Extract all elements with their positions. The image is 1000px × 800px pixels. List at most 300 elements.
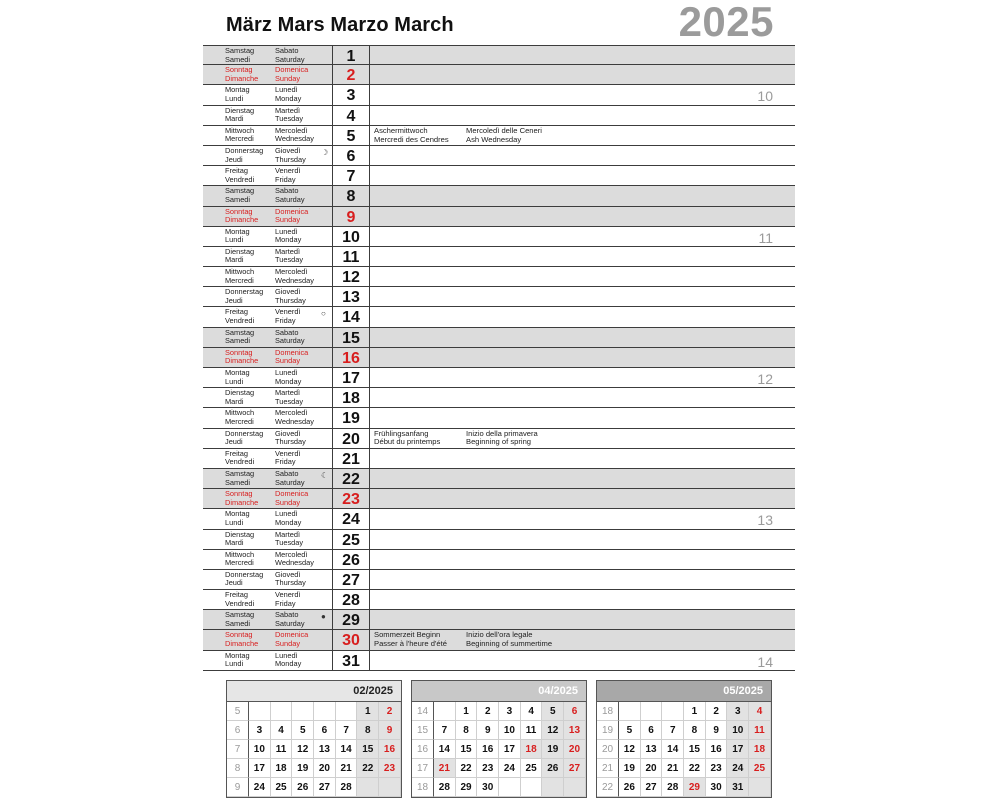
divider (369, 469, 370, 488)
mini-calendar-day: 5 (542, 702, 564, 721)
week-number: 11 (758, 229, 773, 246)
day-name-it: Giovedì (275, 287, 301, 297)
day-name-it-en (275, 631, 308, 648)
mini-calendar-week-number: 17 (412, 759, 434, 778)
day-name-en: Sunday (275, 639, 301, 649)
day-name-it: Sabato (275, 610, 299, 620)
divider (332, 126, 333, 145)
day-name-de-fr (225, 450, 254, 467)
day-name-de-fr (225, 652, 250, 669)
divider (332, 368, 333, 387)
day-name-fr: Dimanche (225, 356, 259, 366)
mini-calendar-day: 20 (641, 759, 663, 778)
mini-calendar-day: 18 (271, 759, 293, 778)
divider (369, 65, 370, 84)
day-number: 14 (342, 309, 360, 327)
mini-calendar-day: 26 (292, 778, 314, 797)
day-row (203, 590, 795, 610)
day-name-de: Samstag (225, 610, 255, 620)
day-name-it-en (275, 268, 314, 285)
mini-calendar-day: 13 (641, 740, 663, 759)
day-name-it-en (275, 167, 300, 184)
mini-calendar-day (641, 702, 663, 721)
mini-calendar-apr (411, 680, 587, 798)
day-row (203, 368, 795, 388)
mini-calendar-day: 31 (727, 778, 749, 797)
day-name-it: Venerdì (275, 590, 301, 600)
day-number: 21 (342, 450, 360, 468)
day-name-de-fr (225, 531, 254, 548)
day-name-en: Friday (275, 598, 296, 608)
mini-calendar-day (271, 702, 293, 721)
day-name-fr: Jeudi (225, 437, 243, 447)
day-number: 24 (342, 511, 360, 529)
day-name-de: Mittwoch (225, 408, 255, 418)
mini-calendar-day: 23 (706, 759, 728, 778)
divider (369, 570, 370, 589)
mini-calendar-day: 6 (641, 721, 663, 740)
day-name-fr: Lundi (225, 659, 244, 669)
day-grid (203, 45, 795, 671)
divider (332, 65, 333, 84)
day-name-de-fr (225, 369, 250, 386)
mini-calendar-week-number: 15 (412, 721, 434, 740)
divider (369, 46, 370, 64)
day-name-de-fr (225, 47, 254, 64)
day-name-de-fr (225, 167, 254, 184)
divider (332, 550, 333, 569)
day-name-it: Domenica (275, 630, 309, 640)
day-number: 31 (342, 652, 360, 670)
mini-calendar-day (564, 778, 586, 797)
divider (369, 328, 370, 347)
event-en: Beginning of spring (466, 437, 532, 447)
day-name-en: Wednesday (275, 275, 314, 285)
mini-calendar-day: 1 (684, 702, 706, 721)
mini-calendar-day: 19 (619, 759, 641, 778)
day-name-fr: Mardi (225, 114, 244, 124)
mini-calendar-day: 21 (434, 759, 456, 778)
day-name-it-en (275, 611, 305, 628)
divider (369, 227, 370, 246)
day-name-de: Montag (225, 509, 250, 519)
day-name-fr: Samedi (225, 336, 251, 346)
day-name-it-en (275, 369, 301, 386)
day-row (203, 489, 795, 509)
day-name-fr: Dimanche (225, 497, 259, 507)
day-name-de: Mittwoch (225, 125, 255, 135)
mini-calendar-day: 28 (336, 778, 358, 797)
day-name-it-en (275, 430, 306, 447)
day-name-fr: Lundi (225, 517, 244, 527)
day-number: 28 (342, 592, 360, 610)
mini-calendar-week-number: 21 (597, 759, 619, 778)
divider (369, 207, 370, 226)
day-name-it-en (275, 127, 314, 144)
day-number: 15 (342, 329, 360, 347)
event-it: Inizio della primavera (466, 428, 538, 438)
mini-calendar-day: 10 (727, 721, 749, 740)
mini-calendar-week-number: 22 (597, 778, 619, 797)
day-name-en: Sunday (275, 73, 301, 83)
day-name-fr: Lundi (225, 93, 244, 103)
mini-calendar-day: 29 (684, 778, 706, 797)
mini-calendar-day: 19 (292, 759, 314, 778)
mini-calendar-day: 11 (521, 721, 543, 740)
day-name-it-en (275, 248, 303, 265)
day-name-de-fr (225, 409, 254, 426)
divider (369, 429, 370, 448)
day-name-de-fr (225, 329, 254, 346)
mini-calendar-day: 16 (379, 740, 401, 759)
mini-calendar-may (596, 680, 772, 798)
day-name-de: Mittwoch (225, 267, 255, 277)
day-name-de-fr (225, 127, 254, 144)
day-number: 25 (342, 531, 360, 549)
day-name-de-fr (225, 591, 254, 608)
divider (369, 489, 370, 508)
month-title: März Mars Marzo March (226, 14, 454, 36)
mini-calendar-day: 10 (249, 740, 271, 759)
day-name-de-fr (225, 551, 254, 568)
day-row (203, 348, 795, 368)
week-number: 12 (757, 371, 773, 387)
divider (332, 590, 333, 609)
mini-calendar-day: 25 (271, 778, 293, 797)
mini-calendar-day: 2 (477, 702, 499, 721)
day-name-de: Sonntag (225, 65, 253, 75)
mini-calendar-grid (227, 702, 401, 797)
divider (369, 509, 370, 528)
day-name-de-fr (225, 228, 250, 245)
mini-calendar-day: 6 (314, 721, 336, 740)
divider (332, 247, 333, 266)
mini-calendar-day: 24 (249, 778, 271, 797)
divider (332, 388, 333, 407)
day-name-en: Sunday (275, 356, 301, 366)
event-de: Aschermittwoch (374, 125, 428, 135)
day-name-de: Sonntag (225, 489, 253, 499)
day-number: 10 (342, 228, 360, 246)
day-row (203, 186, 795, 206)
event-it-en (466, 127, 542, 145)
day-name-it: Martedì (275, 105, 301, 115)
day-name-de: Dienstag (225, 246, 255, 256)
event-en: Beginning of summertime (466, 639, 553, 649)
moon-phase-icon: ☽ (321, 147, 329, 157)
mini-calendar-day: 9 (706, 721, 728, 740)
day-name-de: Sonntag (225, 206, 253, 216)
mini-calendar-day: 29 (456, 778, 478, 797)
day-name-it: Giovedì (275, 145, 301, 155)
mini-calendar-day: 22 (684, 759, 706, 778)
day-name-it-en (275, 409, 314, 426)
day-row (203, 610, 795, 630)
mini-calendar-day (521, 778, 543, 797)
mini-calendar-day: 23 (477, 759, 499, 778)
event-de: Sommerzeit Beginn (374, 630, 441, 640)
day-number: 22 (342, 470, 360, 488)
mini-calendar-day: 15 (684, 740, 706, 759)
mini-calendar-day (357, 778, 379, 797)
divider (369, 408, 370, 427)
day-name-de: Montag (225, 368, 250, 377)
divider (332, 307, 333, 326)
mini-calendar-week-number: 14 (412, 702, 434, 721)
day-name-fr: Dimanche (225, 73, 259, 83)
mini-calendar-day: 26 (542, 759, 564, 778)
day-number: 3 (346, 87, 356, 105)
event-it-en (466, 631, 552, 649)
mini-calendar-feb (226, 680, 402, 798)
day-name-de: Samstag (225, 468, 255, 478)
mini-calendar-day: 2 (379, 702, 401, 721)
mini-calendar-day: 16 (477, 740, 499, 759)
mini-calendar-day (379, 778, 401, 797)
mini-calendar-day: 13 (564, 721, 586, 740)
event-de: Frühlingsanfang (374, 428, 429, 438)
day-name-it: Domenica (275, 65, 309, 75)
day-name-it-en (275, 652, 301, 669)
day-row (203, 429, 795, 449)
day-name-de-fr (225, 308, 254, 325)
mini-calendar-day: 7 (336, 721, 358, 740)
divider (369, 610, 370, 629)
mini-calendar-day: 1 (456, 702, 478, 721)
day-name-it: Sabato (275, 46, 299, 55)
mini-calendar-day: 9 (477, 721, 499, 740)
divider (369, 247, 370, 266)
mini-calendar-week-number: 20 (597, 740, 619, 759)
day-name-de: Donnerstag (225, 145, 264, 155)
day-number: 30 (342, 632, 360, 650)
mini-calendar-day (619, 702, 641, 721)
mini-calendar-day: 2 (706, 702, 728, 721)
day-name-it: Mercoledì (275, 125, 308, 135)
mini-calendar-day: 13 (314, 740, 336, 759)
day-name-it-en (275, 470, 305, 487)
day-number: 2 (346, 67, 356, 85)
day-name-it-en (275, 490, 308, 507)
day-name-it: Mercoledì (275, 408, 308, 418)
day-name-en: Saturday (275, 194, 305, 204)
mini-calendar-day: 30 (706, 778, 728, 797)
mini-calendar-day: 23 (379, 759, 401, 778)
divider (369, 530, 370, 549)
mini-calendar-day: 4 (271, 721, 293, 740)
mini-calendar-day: 17 (499, 740, 521, 759)
day-name-it: Sabato (275, 327, 299, 337)
mini-calendar-week-number: 6 (227, 721, 249, 740)
mini-calendar-day: 15 (456, 740, 478, 759)
mini-calendar-week-number: 9 (227, 778, 249, 797)
mini-calendar-day: 20 (564, 740, 586, 759)
mini-calendar-week-number: 5 (227, 702, 249, 721)
mini-calendar-day: 5 (292, 721, 314, 740)
day-name-fr: Mercredi (225, 134, 254, 144)
event-it-en (466, 430, 538, 448)
divider (332, 85, 333, 104)
mini-calendar-day: 12 (292, 740, 314, 759)
mini-calendar-day: 4 (749, 702, 771, 721)
day-name-de-fr (225, 470, 254, 487)
mini-calendar-week-number: 18 (412, 778, 434, 797)
mini-calendar-day: 14 (336, 740, 358, 759)
mini-calendar-day: 25 (749, 759, 771, 778)
divider (369, 550, 370, 569)
day-name-en: Monday (275, 659, 302, 669)
mini-calendar-day: 22 (456, 759, 478, 778)
day-name-de: Dienstag (225, 388, 255, 398)
day-name-en: Sunday (275, 215, 301, 225)
day-name-fr: Mardi (225, 538, 244, 548)
moon-phase-icon: ○ (321, 309, 326, 319)
mini-calendar-week-number: 19 (597, 721, 619, 740)
mini-calendar-day (662, 702, 684, 721)
mini-calendar-header: 04/2025 (412, 681, 586, 702)
day-name-en: Monday (275, 93, 302, 103)
day-name-en: Thursday (275, 295, 306, 305)
day-name-fr: Vendredi (225, 457, 255, 467)
day-name-fr: Jeudi (225, 154, 243, 164)
day-name-it-en (275, 208, 308, 225)
day-name-it-en (275, 510, 301, 527)
mini-calendar-day: 27 (314, 778, 336, 797)
day-name-it: Sabato (275, 186, 299, 196)
day-name-fr: Vendredi (225, 598, 255, 608)
divider (332, 207, 333, 226)
day-name-de: Donnerstag (225, 428, 264, 438)
day-row (203, 328, 795, 348)
day-name-it-en (275, 147, 306, 164)
day-name-fr: Jeudi (225, 295, 243, 305)
day-name-de: Dienstag (225, 105, 255, 115)
day-name-en: Sunday (275, 497, 301, 507)
mini-calendar-day: 21 (662, 759, 684, 778)
day-name-fr: Mercredi (225, 416, 254, 426)
day-name-de: Donnerstag (225, 287, 264, 297)
divider (332, 509, 333, 528)
divider (332, 630, 333, 649)
day-name-en: Tuesday (275, 396, 304, 406)
mini-calendar-day: 22 (357, 759, 379, 778)
day-name-en: Saturday (275, 618, 305, 628)
day-number: 17 (342, 370, 360, 387)
day-number: 8 (346, 188, 356, 206)
day-name-it: Venerdì (275, 307, 301, 317)
day-row (203, 307, 795, 327)
day-number: 9 (346, 208, 356, 226)
mini-calendar-day: 3 (727, 702, 749, 721)
divider (332, 227, 333, 246)
day-name-it: Giovedì (275, 569, 301, 579)
mini-calendar-day: 7 (434, 721, 456, 740)
day-name-it-en (275, 47, 305, 64)
day-name-it-en (275, 107, 303, 124)
day-name-it-en (275, 329, 305, 346)
day-name-en: Tuesday (275, 538, 304, 548)
day-name-de-fr (225, 86, 250, 103)
day-name-fr: Dimanche (225, 215, 259, 225)
day-name-it-en (275, 349, 308, 366)
day-name-de: Sonntag (225, 630, 253, 640)
day-name-de: Samstag (225, 327, 255, 337)
day-name-en: Saturday (275, 477, 305, 487)
day-row (203, 550, 795, 570)
day-name-fr: Samedi (225, 618, 251, 628)
divider (369, 307, 370, 326)
day-name-de-fr (225, 66, 258, 83)
day-name-de: Donnerstag (225, 569, 264, 579)
mini-calendar-day: 25 (521, 759, 543, 778)
mini-calendar-day: 8 (456, 721, 478, 740)
mini-calendar-day (542, 778, 564, 797)
day-number: 7 (346, 168, 356, 186)
day-number: 20 (342, 430, 360, 448)
day-name-de-fr (225, 430, 263, 447)
day-row (203, 449, 795, 469)
divider (332, 530, 333, 549)
day-row (203, 408, 795, 428)
mini-calendar-day: 17 (249, 759, 271, 778)
day-name-de: Freitag (225, 590, 249, 600)
day-name-it: Domenica (275, 489, 309, 499)
divider (332, 267, 333, 286)
divider (369, 590, 370, 609)
day-number: 29 (342, 612, 360, 630)
day-row (203, 227, 795, 247)
divider (332, 348, 333, 367)
day-name-de-fr (225, 187, 254, 204)
mini-calendar-header: 02/2025 (227, 681, 401, 702)
mini-calendar-day: 14 (434, 740, 456, 759)
day-number: 27 (342, 571, 360, 589)
day-name-fr: Jeudi (225, 578, 243, 588)
mini-calendar-day: 30 (477, 778, 499, 797)
day-name-it-en (275, 571, 306, 588)
event-fr: Début du printemps (374, 437, 441, 447)
day-row (203, 630, 795, 650)
divider (332, 106, 333, 125)
day-name-fr: Samedi (225, 54, 251, 64)
divider (332, 489, 333, 508)
mini-calendar-day (336, 702, 358, 721)
day-name-de: Freitag (225, 166, 249, 176)
day-name-de-fr (225, 631, 258, 648)
day-number: 11 (342, 248, 360, 266)
divider (332, 328, 333, 347)
event-de-fr (374, 631, 447, 649)
day-row (203, 247, 795, 267)
day-row (203, 45, 795, 65)
day-name-it-en (275, 86, 301, 103)
day-name-fr: Vendredi (225, 316, 255, 326)
day-number: 5 (346, 127, 356, 145)
day-name-it-en (275, 228, 301, 245)
day-name-en: Tuesday (275, 255, 304, 265)
day-row (203, 207, 795, 227)
day-name-it-en (275, 591, 300, 608)
mini-calendar-week-number: 7 (227, 740, 249, 759)
mini-calendar-day (249, 702, 271, 721)
day-name-fr: Dimanche (225, 639, 259, 649)
day-number: 1 (346, 48, 356, 65)
divider (332, 469, 333, 488)
day-name-it: Venerdì (275, 166, 301, 176)
mini-calendar-day: 6 (564, 702, 586, 721)
day-name-it: Lunedì (275, 368, 298, 377)
divider (369, 267, 370, 286)
